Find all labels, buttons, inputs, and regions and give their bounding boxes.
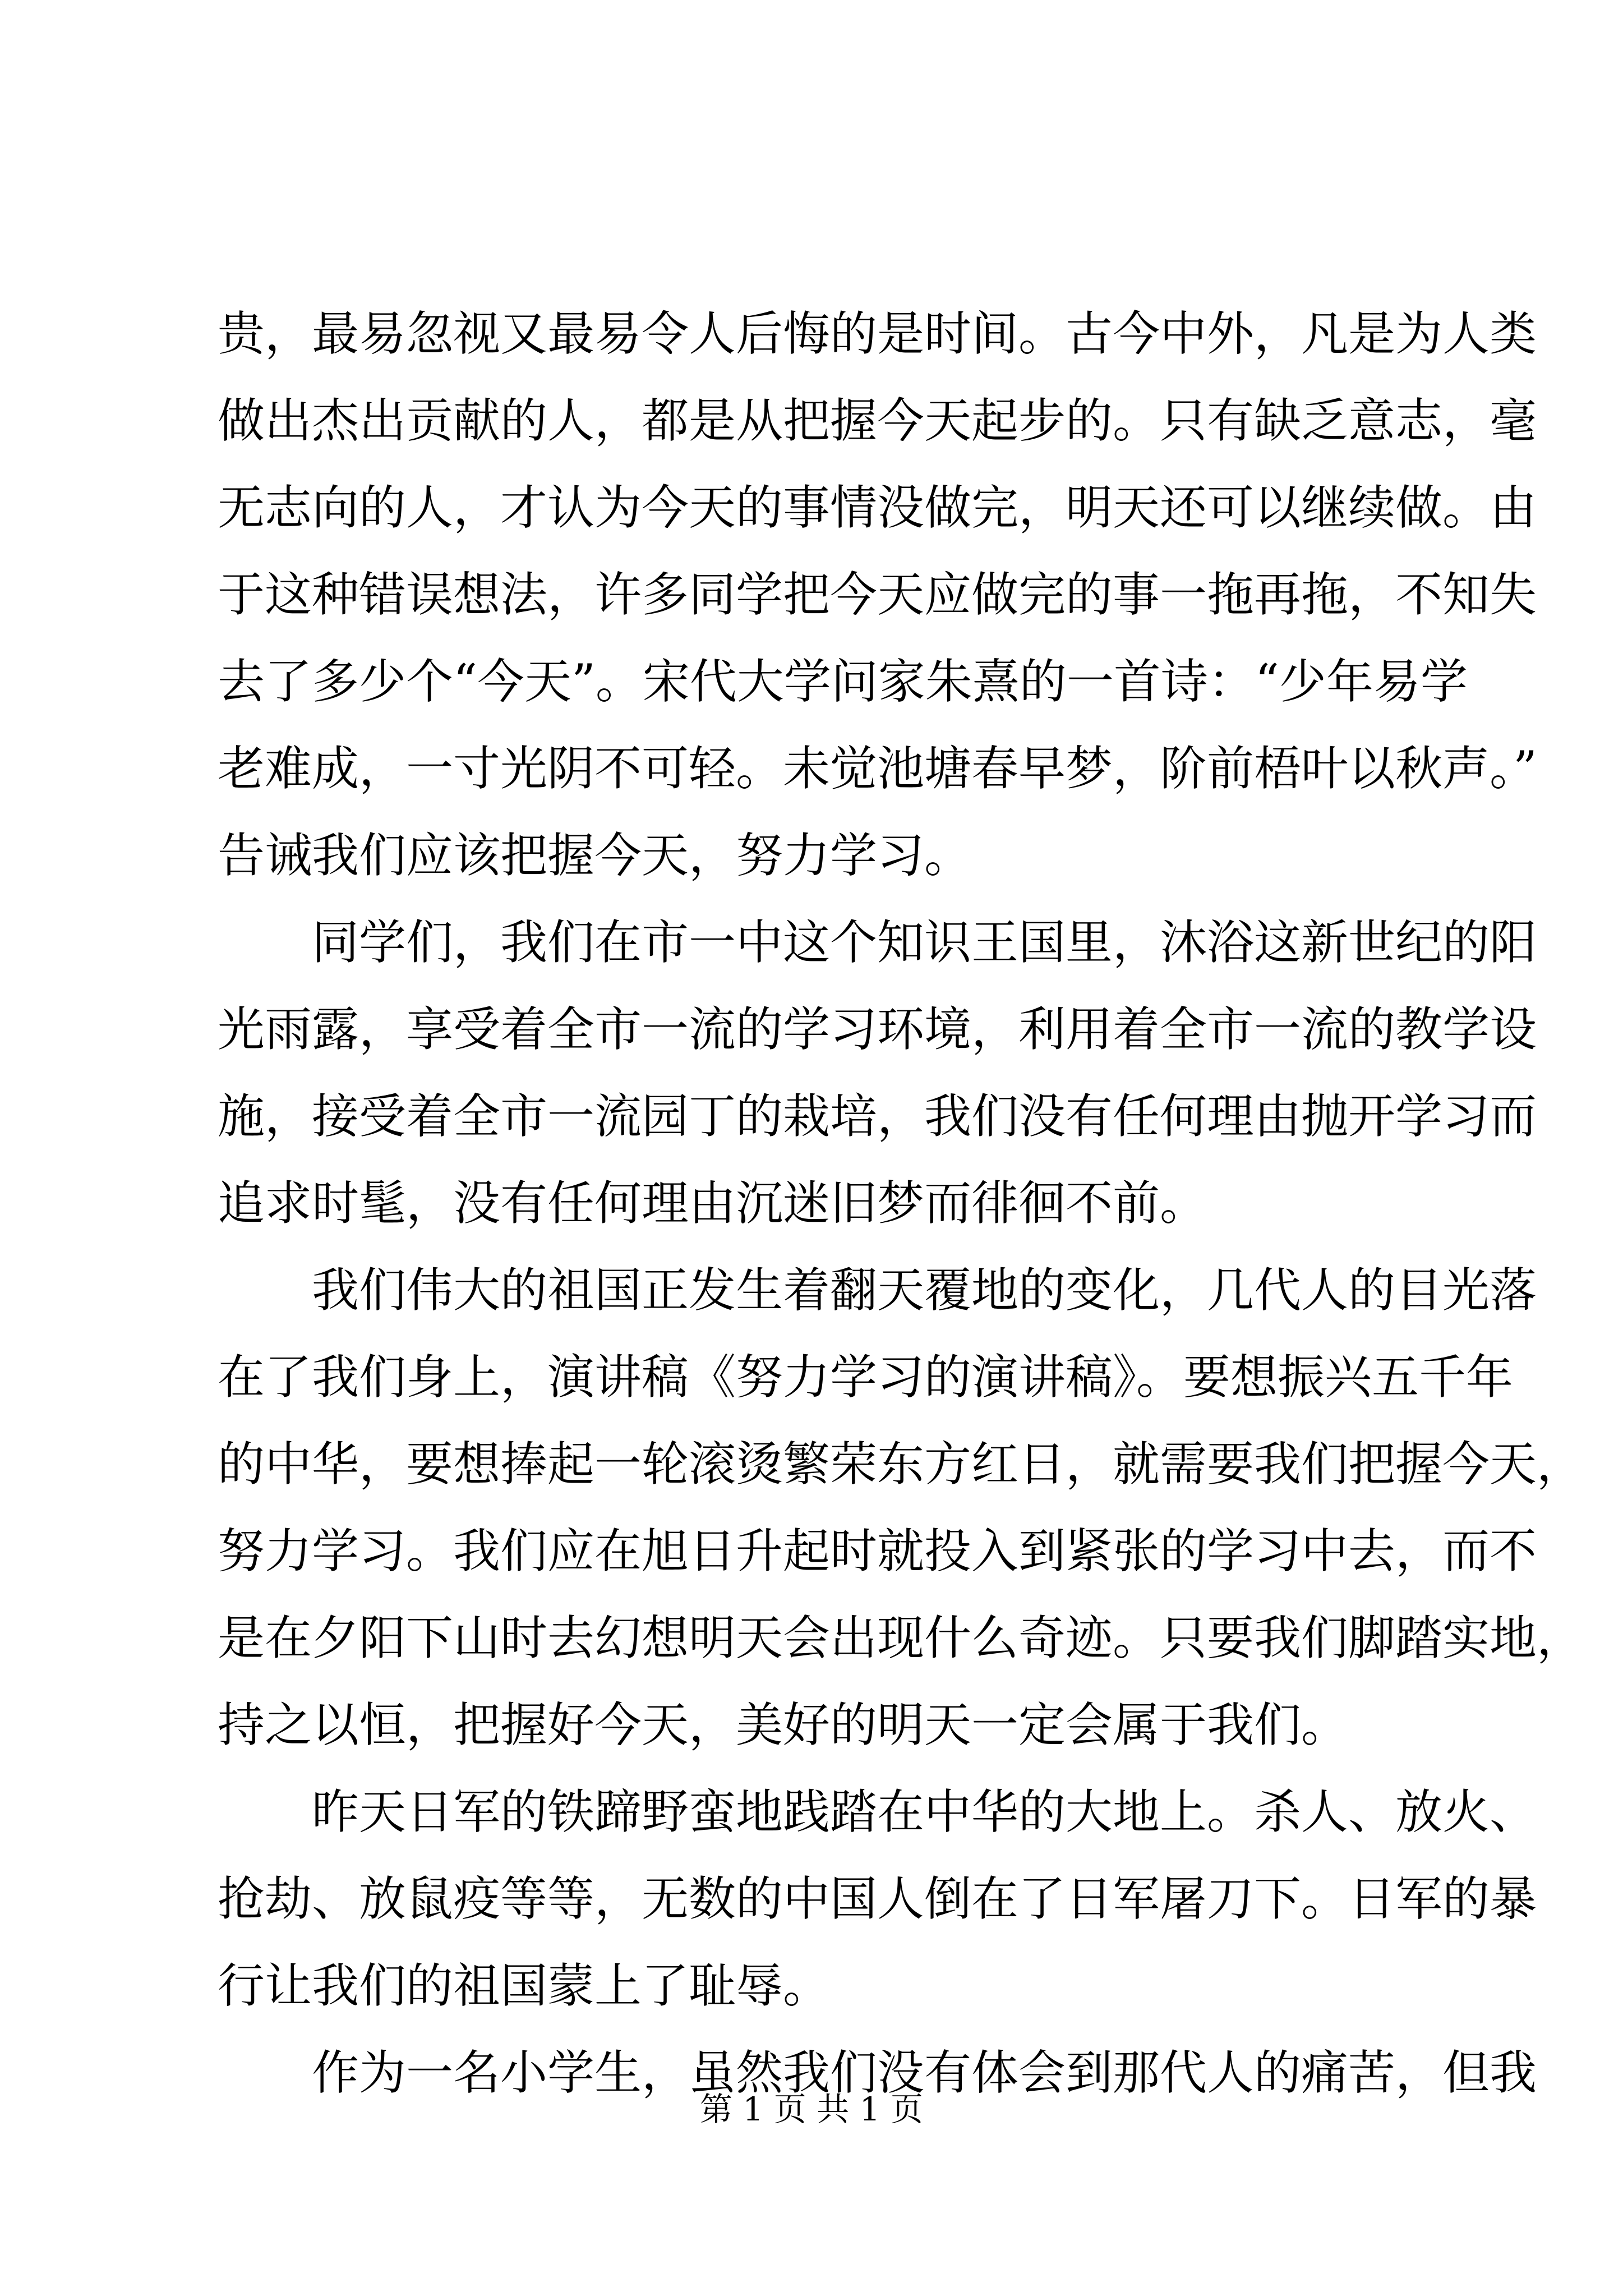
paragraph-first-line: 作为一名小学生，虽然我们没有体会到那代人的痛苦，但我 xyxy=(312,2045,1537,2100)
body-text xyxy=(218,291,1584,2116)
text-line: 做出杰出贡献的人，都是从把握今天起步的。只有缺乏意志，毫 xyxy=(218,393,1537,448)
text-line: 施，接受着全市一流园丁的栽培，我们没有任何理由抛开学习而 xyxy=(218,1089,1537,1144)
text-line: 追求时髦，没有任何理由沉迷旧梦而徘徊不前。 xyxy=(218,1176,1207,1231)
text-line: 贵，最易忽视又最易令人后悔的是时间。古今中外，凡是为人类 xyxy=(218,306,1537,361)
page-footer xyxy=(0,2087,1623,2132)
text-line: 抢劫、放鼠疫等等，无数的中国人倒在了日军屠刀下。日军的暴 xyxy=(218,1871,1537,1926)
text-line: 是在夕阳下山时去幻想明天会出现什么奇迹。只要我们脚踏实地， xyxy=(218,1611,1584,1665)
text-line: 行让我们的祖国蒙上了耻辱。 xyxy=(218,1958,831,2013)
text-line: 光雨露，享受着全市一流的学习环境，利用着全市一流的教学设 xyxy=(218,1002,1537,1057)
page-number-label: 第 1 页 共 1 页 xyxy=(700,2090,923,2128)
text-line: 于这种错误想法，许多同学把今天应做完的事一拖再拖，不知失 xyxy=(218,567,1537,622)
paragraph-first-line: 我们伟大的祖国正发生着翻天覆地的变化，几代人的目光落 xyxy=(312,1263,1537,1318)
text-line: 持之以恒，把握好今天，美好的明天一定会属于我们。 xyxy=(218,1697,1349,1752)
paragraph-first-line: 同学们，我们在市一中这个知识王国里，沐浴这新世纪的阳 xyxy=(312,915,1537,970)
text-line: 去了多少个“今天”。宋代大学问家朱熹的一首诗：“少年易学 xyxy=(218,654,1468,709)
text-line: 告诫我们应该把握今天，努力学习。 xyxy=(218,828,972,883)
text-line: 的中华，要想捧起一轮滚烫繁荣东方红日，就需要我们把握今天， xyxy=(218,1437,1584,1492)
text-line: 努力学习。我们应在旭日升起时就投入到紧张的学习中去，而不 xyxy=(218,1524,1537,1579)
text-line: 无志向的人，才认为今天的事情没做完，明天还可以继续做。由 xyxy=(218,480,1537,535)
text-line: 老难成，一寸光阴不可轻。未觉池塘春早梦，阶前梧叶以秋声。” xyxy=(218,741,1537,796)
paragraph-first-line: 昨天日军的铁蹄野蛮地践踏在中华的大地上。杀人、放火、 xyxy=(312,1784,1537,1839)
text-line: 在了我们身上，演讲稿《努力学习的演讲稿》。要想振兴五千年 xyxy=(218,1350,1514,1405)
